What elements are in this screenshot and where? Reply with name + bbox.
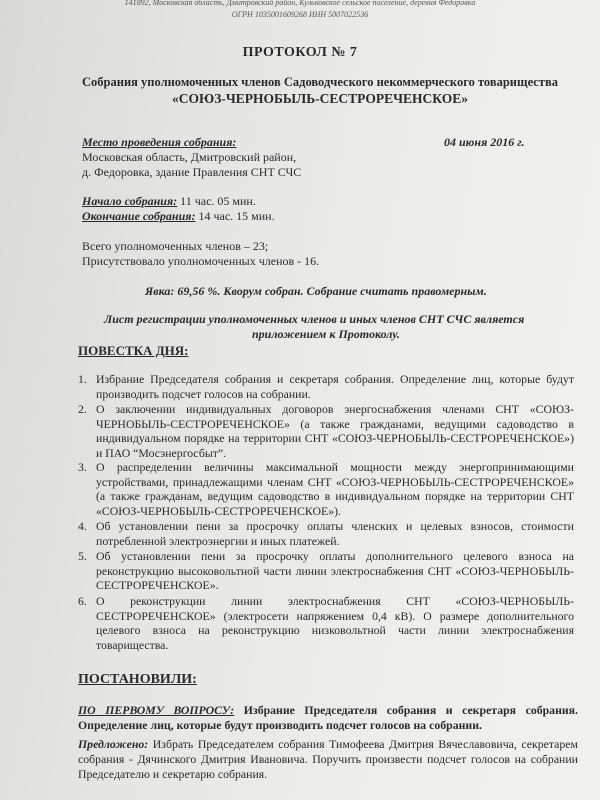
agenda-item-text: Об установлении пени за просрочку оплаты дополнительного целевого взноса на реконструкцию высоковольтной части линии электроснабжения СНТ «СОЮЗ-ЧЕРНОБЫЛЬ-СЕСТРОРЕЧЕНСКОЕ».	[96, 549, 574, 593]
venue-address-1: Московская область, Дмитровский район,	[82, 150, 297, 164]
agenda-item-text: О распределении величины максимальной мощности между энергопринимающими устройствами, принадлежащими членам СНТ «СОЮЗ-ЧЕРНОБЫЛЬ-СЕСТРОРЕЧЕНСКОЕ» (а также гражданам, ведущим садоводство в индивидуальном порядке на территории СНТ «СОЮЗ-ЧЕРНОБЫЛЬ-СЕСТРОРЕЧЕНСКОЕ»).	[96, 460, 574, 518]
start-time-label: Начало собрания:	[82, 194, 178, 208]
first-question-block	[78, 703, 578, 733]
proposed-block	[78, 737, 578, 781]
subtitle-line-1: Собрания уполномоченных членов Садоводческого некоммерческого товарищества	[82, 75, 558, 89]
agenda-item-text: Об установлении пени за просрочку оплаты членских и целевых взносов, стоимости потребленной электроэнергии и иных платежей.	[96, 519, 574, 548]
end-time-label: Окончание собрания:	[82, 209, 196, 223]
meeting-date: 04 июня 2016 г.	[444, 135, 525, 149]
agenda-heading: ПОВЕСТКА ДНЯ:	[78, 343, 189, 358]
agenda-item	[78, 594, 574, 652]
agenda-item-number: 2.	[78, 402, 87, 416]
agenda-item-text: О заключении индивидуальных договоров энергоснабжения членами СНТ «СОЮЗ-ЧЕРНОБЫЛЬ-СЕСТРОРЕЧЕНСКОЕ» (а также гражданами, ведущими садоводство в индивидуальном порядке на территории СНТ «СОЮЗ-ЧЕРНОБЫЛЬ-СЕСТРОРЕЧЕНСКОЕ») и ПАО “Мосэнергосбыт”.	[96, 402, 574, 460]
agenda-item	[78, 519, 574, 548]
agenda-item-number: 3.	[78, 460, 87, 474]
agenda-item	[78, 372, 574, 401]
agenda-item-text: О реконструкции линии электроснабжения СНТ «СОЮЗ-ЧЕРНОБЫЛЬ-СЕСТРОРЕЧЕНСКОЕ» (электросети напряжением 0,4 кВ). О размере дополнительного целевого взноса на реконструкцию низковольтной части линии электроснабжения товарищества.	[96, 594, 574, 652]
members-present: Присутствовало уполномоченных членов - 16.	[82, 254, 320, 268]
subtitle-line-2: «СОЮЗ-ЧЕРНОБЫЛЬ-СЕСТРОРЕЧЕНСКОЕ»	[172, 91, 468, 106]
first-question-label: ПО ПЕРВОМУ ВОПРОСУ:	[78, 703, 235, 717]
agenda-item	[78, 460, 574, 518]
agenda-item-number: 1.	[78, 372, 87, 386]
quorum-statement: Явка: 69,56 %. Кворум собран. Собрание считать правомерным.	[145, 284, 487, 298]
end-time-value: 14 час. 15 мин.	[198, 209, 275, 223]
start-time-value: 11 час. 05 мин.	[180, 194, 256, 208]
header-address: 141892, Московская область, Дмитровский район, Кульковское сельское поселение, деревня Федоровка	[124, 0, 476, 7]
first-question-text: Избрание Председателя собрания и секретаря собрания. Определение лиц, которые будут производить подсчет голосов на собрании.	[78, 703, 578, 732]
agenda-item-number: 6.	[78, 594, 87, 608]
header-ids: ОГРН 1035001609268 ИНН 5007022536	[231, 10, 369, 19]
registration-line-2: приложением к Протоколу.	[252, 327, 400, 341]
members-total: Всего уполномоченных членов – 23;	[82, 239, 269, 253]
agenda-item-text: Избрание Председателя собрания и секретаря собрания. Определение лиц, которые будут производить подсчет голосов на собрании.	[96, 372, 574, 401]
registration-line-1: Лист регистрации уполномоченных членов и иных членов СНТ СЧС является	[104, 312, 525, 326]
proposed-text: Избрать Председателем собрания Тимофеева Дмитрия Вячеславовича, секретарем собрания - Дячинского Дмитрия Ивановича. Поручить произвести подсчет голосов на собрании Председателю и секретарю собрания.	[78, 737, 578, 781]
proposed-label: Предложено:	[78, 737, 149, 751]
venue-address-2: д. Федоровка, здание Правления СНТ СЧС	[82, 165, 302, 179]
start-time	[82, 194, 256, 209]
venue-label: Место проведения собрания:	[82, 135, 237, 149]
agenda-item	[78, 402, 574, 460]
agenda-item-number: 4.	[78, 519, 87, 533]
protocol-title: ПРОТОКОЛ № 7	[242, 45, 358, 60]
agenda-item	[78, 549, 574, 593]
end-time	[82, 209, 275, 224]
resolved-heading: ПОСТАНОВИЛИ:	[78, 672, 197, 687]
agenda-item-number: 5.	[78, 549, 87, 563]
